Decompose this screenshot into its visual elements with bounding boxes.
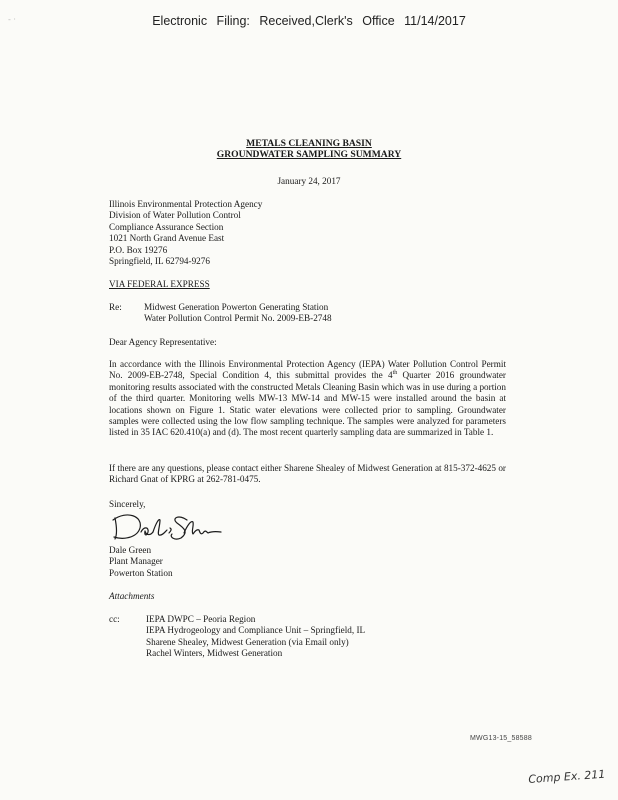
scan-specks: - · (8, 15, 16, 24)
address-line: Illinois Environmental Protection Agency (109, 199, 263, 209)
document-title (0, 138, 618, 160)
cc-label: cc: (109, 614, 120, 624)
signer-title: Plant Manager (109, 556, 163, 567)
address-line: Springfield, IL 62794-9276 (109, 256, 210, 267)
address-line: Division of Water Pollution Control (109, 210, 241, 221)
re-line-1: Midwest Generation Powerton Generating Station (144, 302, 329, 312)
cc-recipient: IEPA Hydrogeology and Compliance Unit – Springfield, IL (146, 625, 366, 636)
body-paragraph-1 (109, 359, 506, 439)
delivery-method: VIA FEDERAL EXPRESS (109, 279, 210, 289)
re-label: Re: (109, 302, 122, 312)
p1-text-end: Quarter 2016 groundwater monitoring results associated with the constructed Metals Cleaning Basin which was in use during a portion of the third quarter. Monitoring wells MW-13 MW-14 and MW-15 were installed around the basin at locations shown on Figure 1. Static water elevations were collected prior to sampling. Groundwater samples were collected using the low flow sampling technique. The samples were analyzed for parameters listed in 35 IAC 620.410(a) and (d). The most recent quarterly sampling data are summarized in Table 1. (109, 370, 506, 438)
bates-number: MWG13-15_58588 (470, 735, 532, 742)
address-line: P.O. Box 19276 (109, 244, 168, 255)
attachments-label: Attachments (109, 591, 155, 601)
address-line: Compliance Assurance Section (109, 221, 224, 232)
exhibit-mark: Comp Ex. 211 (527, 767, 606, 786)
p1-text-start: In accordance with the Illinois Environmental Protection Agency (IEPA) Water Pollution Control Permit No. 2009-EB-2748, Special Condition 4, this submittal provides the 4 (109, 359, 506, 381)
re-line-2: Water Pollution Control Permit No. 2009-EB-2748 (144, 313, 332, 324)
letter-date: January 24, 2017 (277, 176, 341, 186)
cc-list (146, 614, 365, 660)
closing: Sincerely, (109, 499, 146, 509)
signer-location: Powerton Station (109, 567, 173, 578)
title-line-2: GROUNDWATER SAMPLING SUMMARY (216, 149, 402, 160)
electronic-filing-header: Electronic Filing: Received,Clerk's Office 11/14/2017 (152, 14, 466, 28)
re-subject (144, 302, 332, 325)
p1-superscript: th (392, 370, 398, 377)
address-line: 1021 North Grand Avenue East (109, 233, 225, 244)
signer-name: Dale Green (109, 545, 152, 555)
title-line-1: METALS CLEANING BASIN (246, 138, 372, 149)
salutation: Dear Agency Representative: (109, 337, 217, 347)
signer-block (109, 545, 173, 579)
cc-recipient: IEPA DWPC – Peoria Region (146, 614, 256, 624)
body-paragraph-2: If there are any questions, please contact either Sharene Shealey of Midwest Generation at 815-372-4625 or Richard Gnat of KPRG at 262-781-0475. (109, 463, 506, 485)
cc-recipient: Sharene Shealey, Midwest Generation (via Email only) (146, 636, 349, 647)
cc-recipient: Rachel Winters, Midwest Generation (146, 648, 283, 659)
handwritten-signature (109, 508, 224, 544)
recipient-address (109, 199, 262, 267)
